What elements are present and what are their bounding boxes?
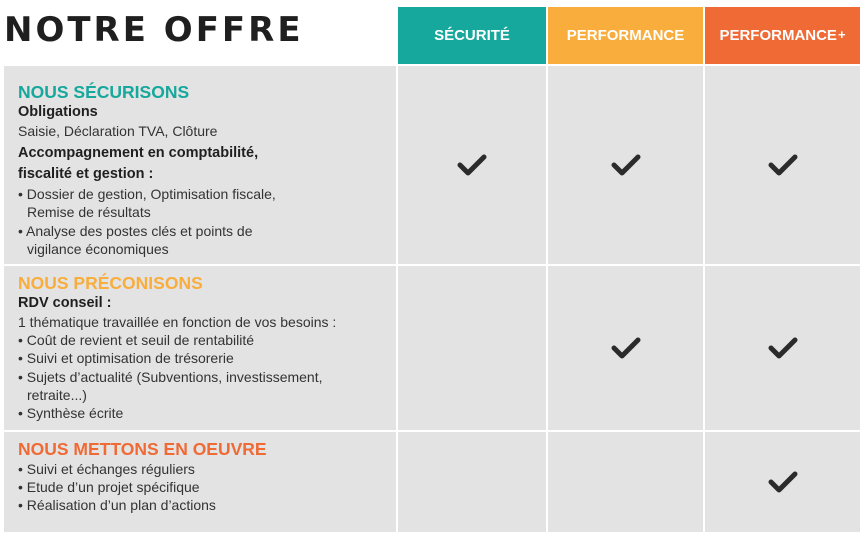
section-securisons [4,66,396,264]
section-title: NOUS METTONS EN OEUVRE [18,439,267,459]
section-subtitle: Accompagnement en comptabilité, [18,145,259,162]
cell-preconisons-performance [548,266,703,430]
column-header-performance-plus-label: PERFORMANCE [719,27,837,44]
section-subtitle: RDV conseil : [18,295,112,311]
page-title: NOTRE OFFRE [4,10,304,50]
check-icon [768,153,798,177]
section-title: NOUS PRÉCONISONS [18,273,203,293]
section-subtitle: Obligations [18,104,98,120]
section-preconisons [4,266,396,430]
section-line: 1 thématique travaillée en fonction de vos besoins : [18,314,337,330]
check-icon [768,470,798,494]
list-item: • Suivi et échanges réguliers [18,461,195,477]
cell-preconisons-performance-plus [705,266,860,430]
column-header-securite-label: SÉCURITÉ [434,27,510,44]
check-icon [457,153,487,177]
column-header-performance-plus [705,7,860,64]
list-item: • Réalisation d’un plan d’actions [18,497,216,514]
list-item: retraite...) [27,386,87,403]
check-icon [768,336,798,360]
list-item: • Etude d’un projet spécifique [18,479,200,496]
cell-mettons-securite [398,432,546,532]
cell-securisons-performance [548,66,703,264]
check-icon [611,153,641,177]
section-mettons-en-oeuvre [4,432,396,532]
column-header-securite [398,7,546,64]
column-header-performance [548,7,703,64]
cell-securisons-securite [398,66,546,264]
list-item: • Coût de revient et seuil de rentabilité [18,332,255,349]
cell-securisons-performance-plus [705,66,860,264]
list-item: Remise de résultats [27,204,151,221]
list-item: • Suivi et optimisation de trésorerie [18,350,234,367]
section-subtitle: fiscalité et gestion : [18,166,154,183]
list-item: • Analyse des postes clés et points de [18,222,253,239]
section-line: Saisie, Déclaration TVA, Clôture [18,123,218,139]
cell-preconisons-securite [398,266,546,430]
section-title: NOUS SÉCURISONS [18,82,190,102]
cell-mettons-performance-plus [705,432,860,532]
list-item: vigilance économiques [27,240,169,257]
check-icon [611,336,641,360]
column-header-plus-sign: + [837,27,846,42]
column-header-performance-label: PERFORMANCE [566,27,685,44]
list-item: • Synthèse écrite [18,405,124,422]
list-item: • Dossier de gestion, Optimisation fiscale, [18,186,276,203]
cell-mettons-performance [548,432,703,532]
list-item: • Sujets d’actualité (Subventions, investissement, [18,368,323,385]
